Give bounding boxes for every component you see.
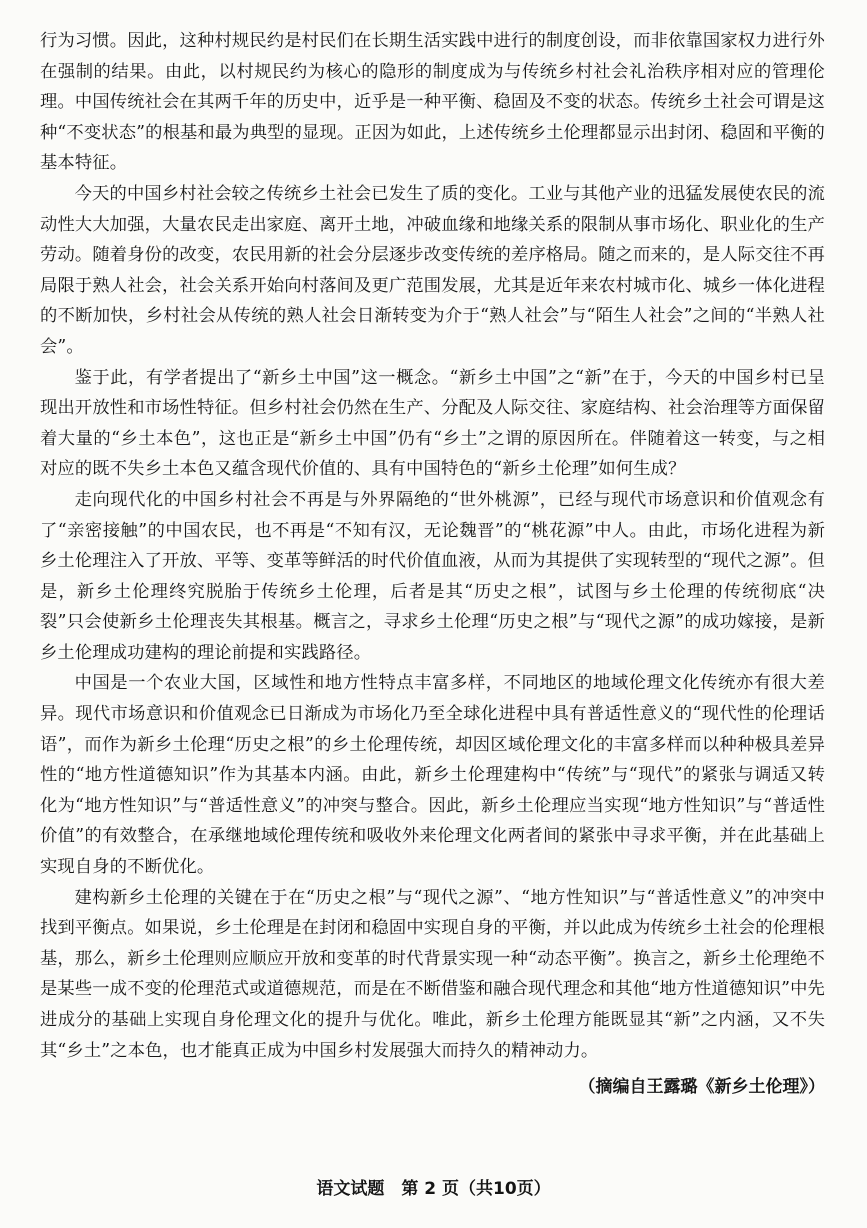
paragraph-rural-change: 今天的中国乡村社会较之传统乡土社会已发生了质的变化。工业与其他产业的迅猛发展使农民的流动性大大加强，大量农民走出家庭、离开土地，冲破血缘和地缘关系的限制从事市场化、职业化的生产劳动。随着身份的改变，农民用新的社会分层逐步改变传统的差序格局。随之而来的，是人际交往不再局限于熟人社会，社会关系开始向村落间及更广范围发展，尤其是近年来农村城市化、城乡一体化进程的不断加快，乡村社会从传统的熟人社会日渐转变为介于“熟人社会”与“陌生人社会”之间的“半熟人社会”。: [40, 183, 825, 357]
paragraph-dynamic-balance: 建构新乡土伦理的关键在于在“历史之根”与“现代之源”、“地方性知识”与“普适性意义”的冲突中找到平衡点。如果说，乡土伦理是在封闭和稳固中实现自身的平衡，并以此成为传统乡土社会的伦理根基，那么，新乡土伦理则应顺应开放和变革的时代背景实现一种“动态平衡”。换言之，新乡土伦理绝不是某些一成不变的伦理范式或道德规范，而是在不断借鉴和融合现代理念和其他“地方性道德知识”中先进成分的基础上实现自身伦理文化的提升与优化。唯此，新乡土伦理方能既显其“新”之内涵，又不失其“乡土”之本色，也才能真正成为中国乡村发展强大而持久的精神动力。: [40, 887, 825, 1061]
article-body: [40, 26, 825, 1102]
page-footer: 语文试题 第 2 页（共10页）: [316, 1179, 551, 1199]
paragraph-new-rural-china: 鉴于此，有学者提出了“新乡土中国”这一概念。“新乡土中国”之“新”在于，今天的中国乡村已呈现出开放性和市场性特征。但乡村社会仍然在生产、分配及人际交往、家庭结构、社会治理等方面保留着大量的“乡土本色”，这也正是“新乡土中国”仍有“乡土”之谓的原因所在。伴随着这一转变，与之相对应的既不失乡土本色又蕴含现代价值的、具有中国特色的“新乡土伦理”如何生成？: [40, 367, 825, 480]
paragraph-modern-source: 走向现代化的中国乡村社会不再是与外界隔绝的“世外桃源”，已经与现代市场意识和价值观念有了“亲密接触”的中国农民，也不再是“不知有汉，无论魏晋”的“桃花源”中人。由此，市场化进程为新乡土伦理注入了开放、平等、变革等鲜活的时代价值血液，从而为其提供了实现转型的“现代之源”。但是，新乡土伦理终究脱胎于传统乡土伦理，后者是其“历史之根”，试图与乡土伦理的传统彻底“决裂”只会使新乡土伦理丧失其根基。概言之，寻求乡土伦理“历史之根”与“现代之源”的成功嫁接，是新乡土伦理成功建构的理论前提和实践路径。: [40, 489, 825, 663]
article-source: （摘编自王露璐《新乡土伦理》）: [578, 1077, 825, 1098]
paragraph-continuation: 行为习惯。因此，这种村规民约是村民们在长期生活实践中进行的制度创设，而非依靠国家权力进行外在强制的结果。由此，以村规民约为核心的隐形的制度成为与传统乡村社会礼治秩序相对应的管理伦理。中国传统社会在其两千年的历史中，近乎是一种平衡、稳固及不变的状态。传统乡土社会可谓是这种“不变状态”的根基和最为典型的显现。正因为如此，上述传统乡土伦理都显示出封闭、稳固和平衡的基本特征。: [40, 31, 825, 174]
paragraph-local-knowledge: 中国是一个农业大国，区域性和地方性特点丰富多样，不同地区的地域伦理文化传统亦有很大差异。现代市场意识和价值观念已日渐成为市场化乃至全球化进程中具有普适性意义的“现代性的伦理话语”，而作为新乡土伦理“历史之根”的乡土伦理传统，却因区域伦理文化的丰富多样而以种种极具差异性的“地方性道德知识”作为其基本内涵。由此，新乡土伦理建构中“传统”与“现代”的紧张与调适又转化为“地方性知识”与“普适性意义”的冲突与整合。因此，新乡土伦理应当实现“地方性知识”与“普适性价值”的有效整合，在承继地域伦理传统和吸收外来伦理文化两者间的紧张中寻求平衡，并在此基础上实现自身的不断优化。: [40, 673, 825, 878]
